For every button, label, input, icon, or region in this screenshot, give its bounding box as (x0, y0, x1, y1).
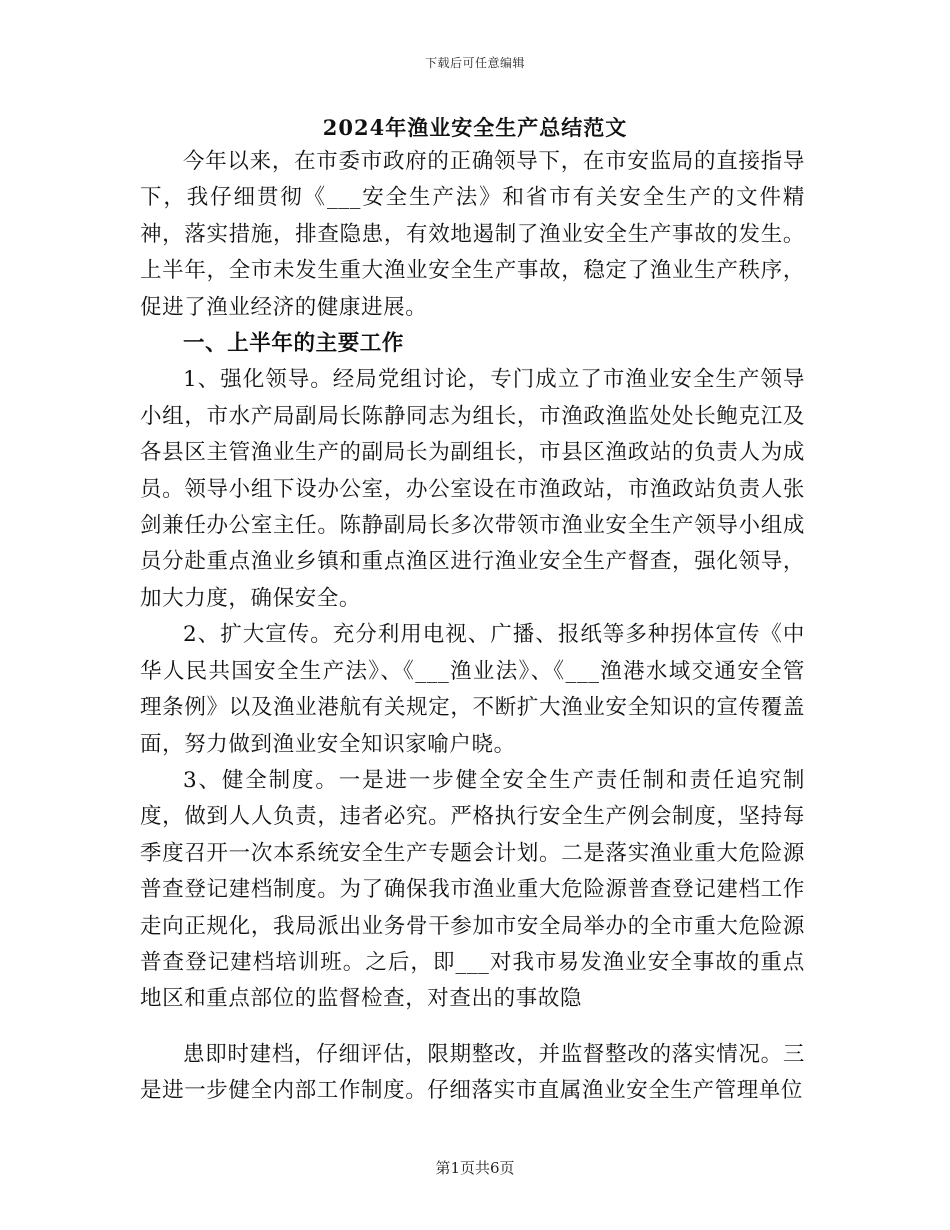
section-heading: 一、上半年的主要工作 (183, 331, 405, 357)
body-paragraph: 2、扩大宣传。充分利用电视、广播、报纸等多种拐体宣传《中华人民共国安全生产法》、《___渔业法》、《___渔港水域交通安全管理条例》以及渔业港航有关规定，不断扩大渔业安全知识的宣传覆盖面，努力做到渔业安全知识家喻户晓。 (140, 622, 805, 757)
document-title: 2024年渔业安全生产总结范文 (322, 115, 628, 140)
page-number: 第1页共6页 (435, 1159, 515, 1177)
body-paragraph: 1、强化领导。经局党组讨论，专门成立了市渔业安全生产领导小组，市水产局副局长陈静同志为组长，市渔政渔监处处长鲍克江及各县区主管渔业生产的副局长为副组长，市县区渔政站的负责人为成员。领导小组下设办公室，办公室设在市渔政站，市渔政站负责人张剑兼任办公室主任。陈静副局长多次带领市渔业安全生产领导小组成员分赴重点渔业乡镇和重点渔区进行渔业安全生产督查，强化领导，加大力度，确保安全。 (140, 367, 805, 611)
document-body (140, 144, 805, 1110)
body-paragraph: 3、健全制度。一是进一步健全安全生产责任制和责任追究制度，做到人人负责，违者必究。严格执行安全生产例会制度，坚持每季度召开一次本系统安全生产专题会计划。二是落实渔业重大危险源普查登记建档制度。为了确保我市渔业重大危险源普查登记建档工作走向正规化，我局派出业务骨干参加市安全局举办的全市重大危险源普查登记建档培训班。之后，即___对我市易发渔业安全事故的重点地区和重点部位的监督检查，对查出的事故隐 (140, 767, 805, 1012)
header-note: 下载后可任意编辑 (424, 56, 525, 70)
intro-paragraph: 今年以来，在市委市政府的正确领导下，在市安监局的直接指导下，我仔细贯彻《___安全生产法》和省市有关安全生产的文件精神，落实措施，排查隐患，有效地遏制了渔业安全生产事故的发生。上半年，全市未发生重大渔业安全生产事故，稳定了渔业生产秩序，促进了渔业经济的健康进展。 (140, 149, 805, 320)
body-paragraph: 患即时建档，仔细评估，限期整改，并监督整改的落实情况。三是进一步健全内部工作制度。仔细落实市直属渔业安全生产管理单位 (140, 1041, 805, 1104)
